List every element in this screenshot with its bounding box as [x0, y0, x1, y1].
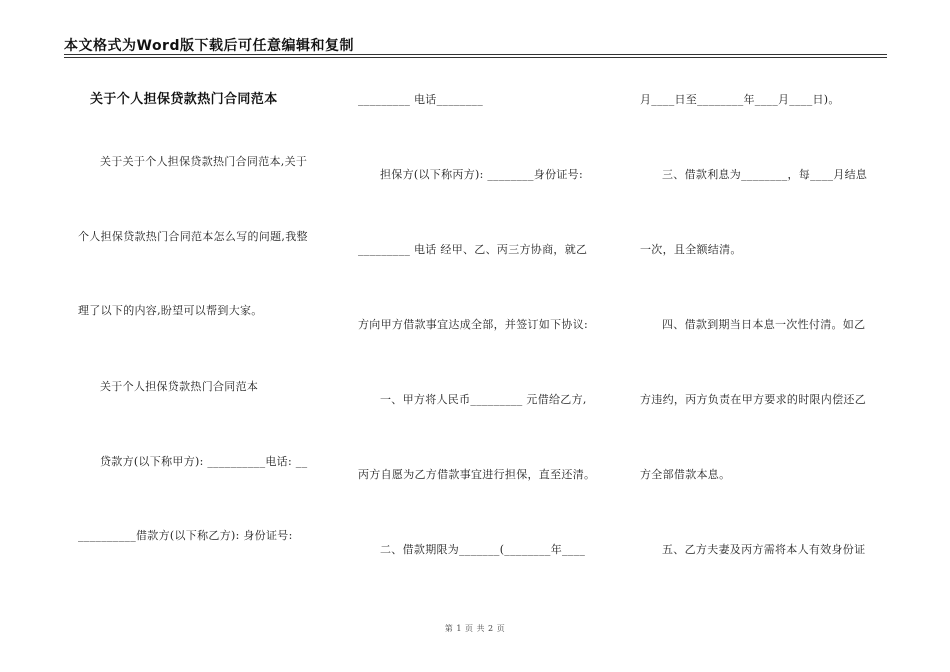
paragraph-line: 月____日至________年____月____日)。: [640, 93, 840, 106]
paragraph-line: _________ 电话 经甲、乙、丙三方协商，就乙: [358, 243, 588, 256]
text-column-3: [636, 0, 896, 672]
paragraph-line: 理了以下的内容,盼望可以帮到大家。: [78, 304, 263, 317]
section-heading: 关于个人担保贷款热门合同范本: [100, 380, 259, 393]
paragraph-line: 方向甲方借款事宜达成全部，并签订如下协议:: [358, 318, 589, 331]
paragraph-line: 担保方(以下称丙方): ________身份证号:: [380, 168, 583, 181]
paragraph-line: __________借款方(以下称乙方): 身份证号:: [78, 529, 293, 542]
paragraph-line: 关于关于个人担保贷款热门合同范本,关于: [100, 155, 308, 168]
paragraph-line: 方全部借款本息。: [640, 468, 731, 481]
paragraph-line: 一次，且全额结清。: [640, 243, 742, 256]
document-title: 关于个人担保贷款热门合同范本: [90, 92, 278, 107]
paragraph-line: 三、借款利息为________，每____月结息: [662, 168, 868, 181]
paragraph-line: 方违约，丙方负责在甲方要求的时限内偿还乙: [640, 393, 866, 406]
text-column-2: [354, 0, 614, 672]
paragraph-line: 个人担保贷款热门合同范本怎么写的问题,我整: [78, 230, 308, 243]
paragraph-line: _________ 电话________: [358, 93, 483, 106]
paragraph-line: 贷款方(以下称甲方): __________电话: __: [100, 455, 308, 468]
page-number-footer: 第 1 页 共 2 页: [444, 624, 506, 633]
text-column-1: [64, 0, 324, 672]
paragraph-line: 一、甲方将人民币_________ 元借给乙方,: [380, 393, 587, 406]
paragraph-line: 丙方自愿为乙方借款事宜进行担保，直至还清。: [358, 468, 596, 481]
paragraph-line: 四、借款到期当日本息一次性付清。如乙: [662, 318, 866, 331]
document-header-banner: 本文格式为Word版下载后可任意编辑和复制: [64, 38, 354, 54]
paragraph-line: 二、借款期限为_______(________年____: [380, 543, 586, 556]
paragraph-line: 五、乙方夫妻及丙方需将本人有效身份证: [662, 543, 866, 556]
